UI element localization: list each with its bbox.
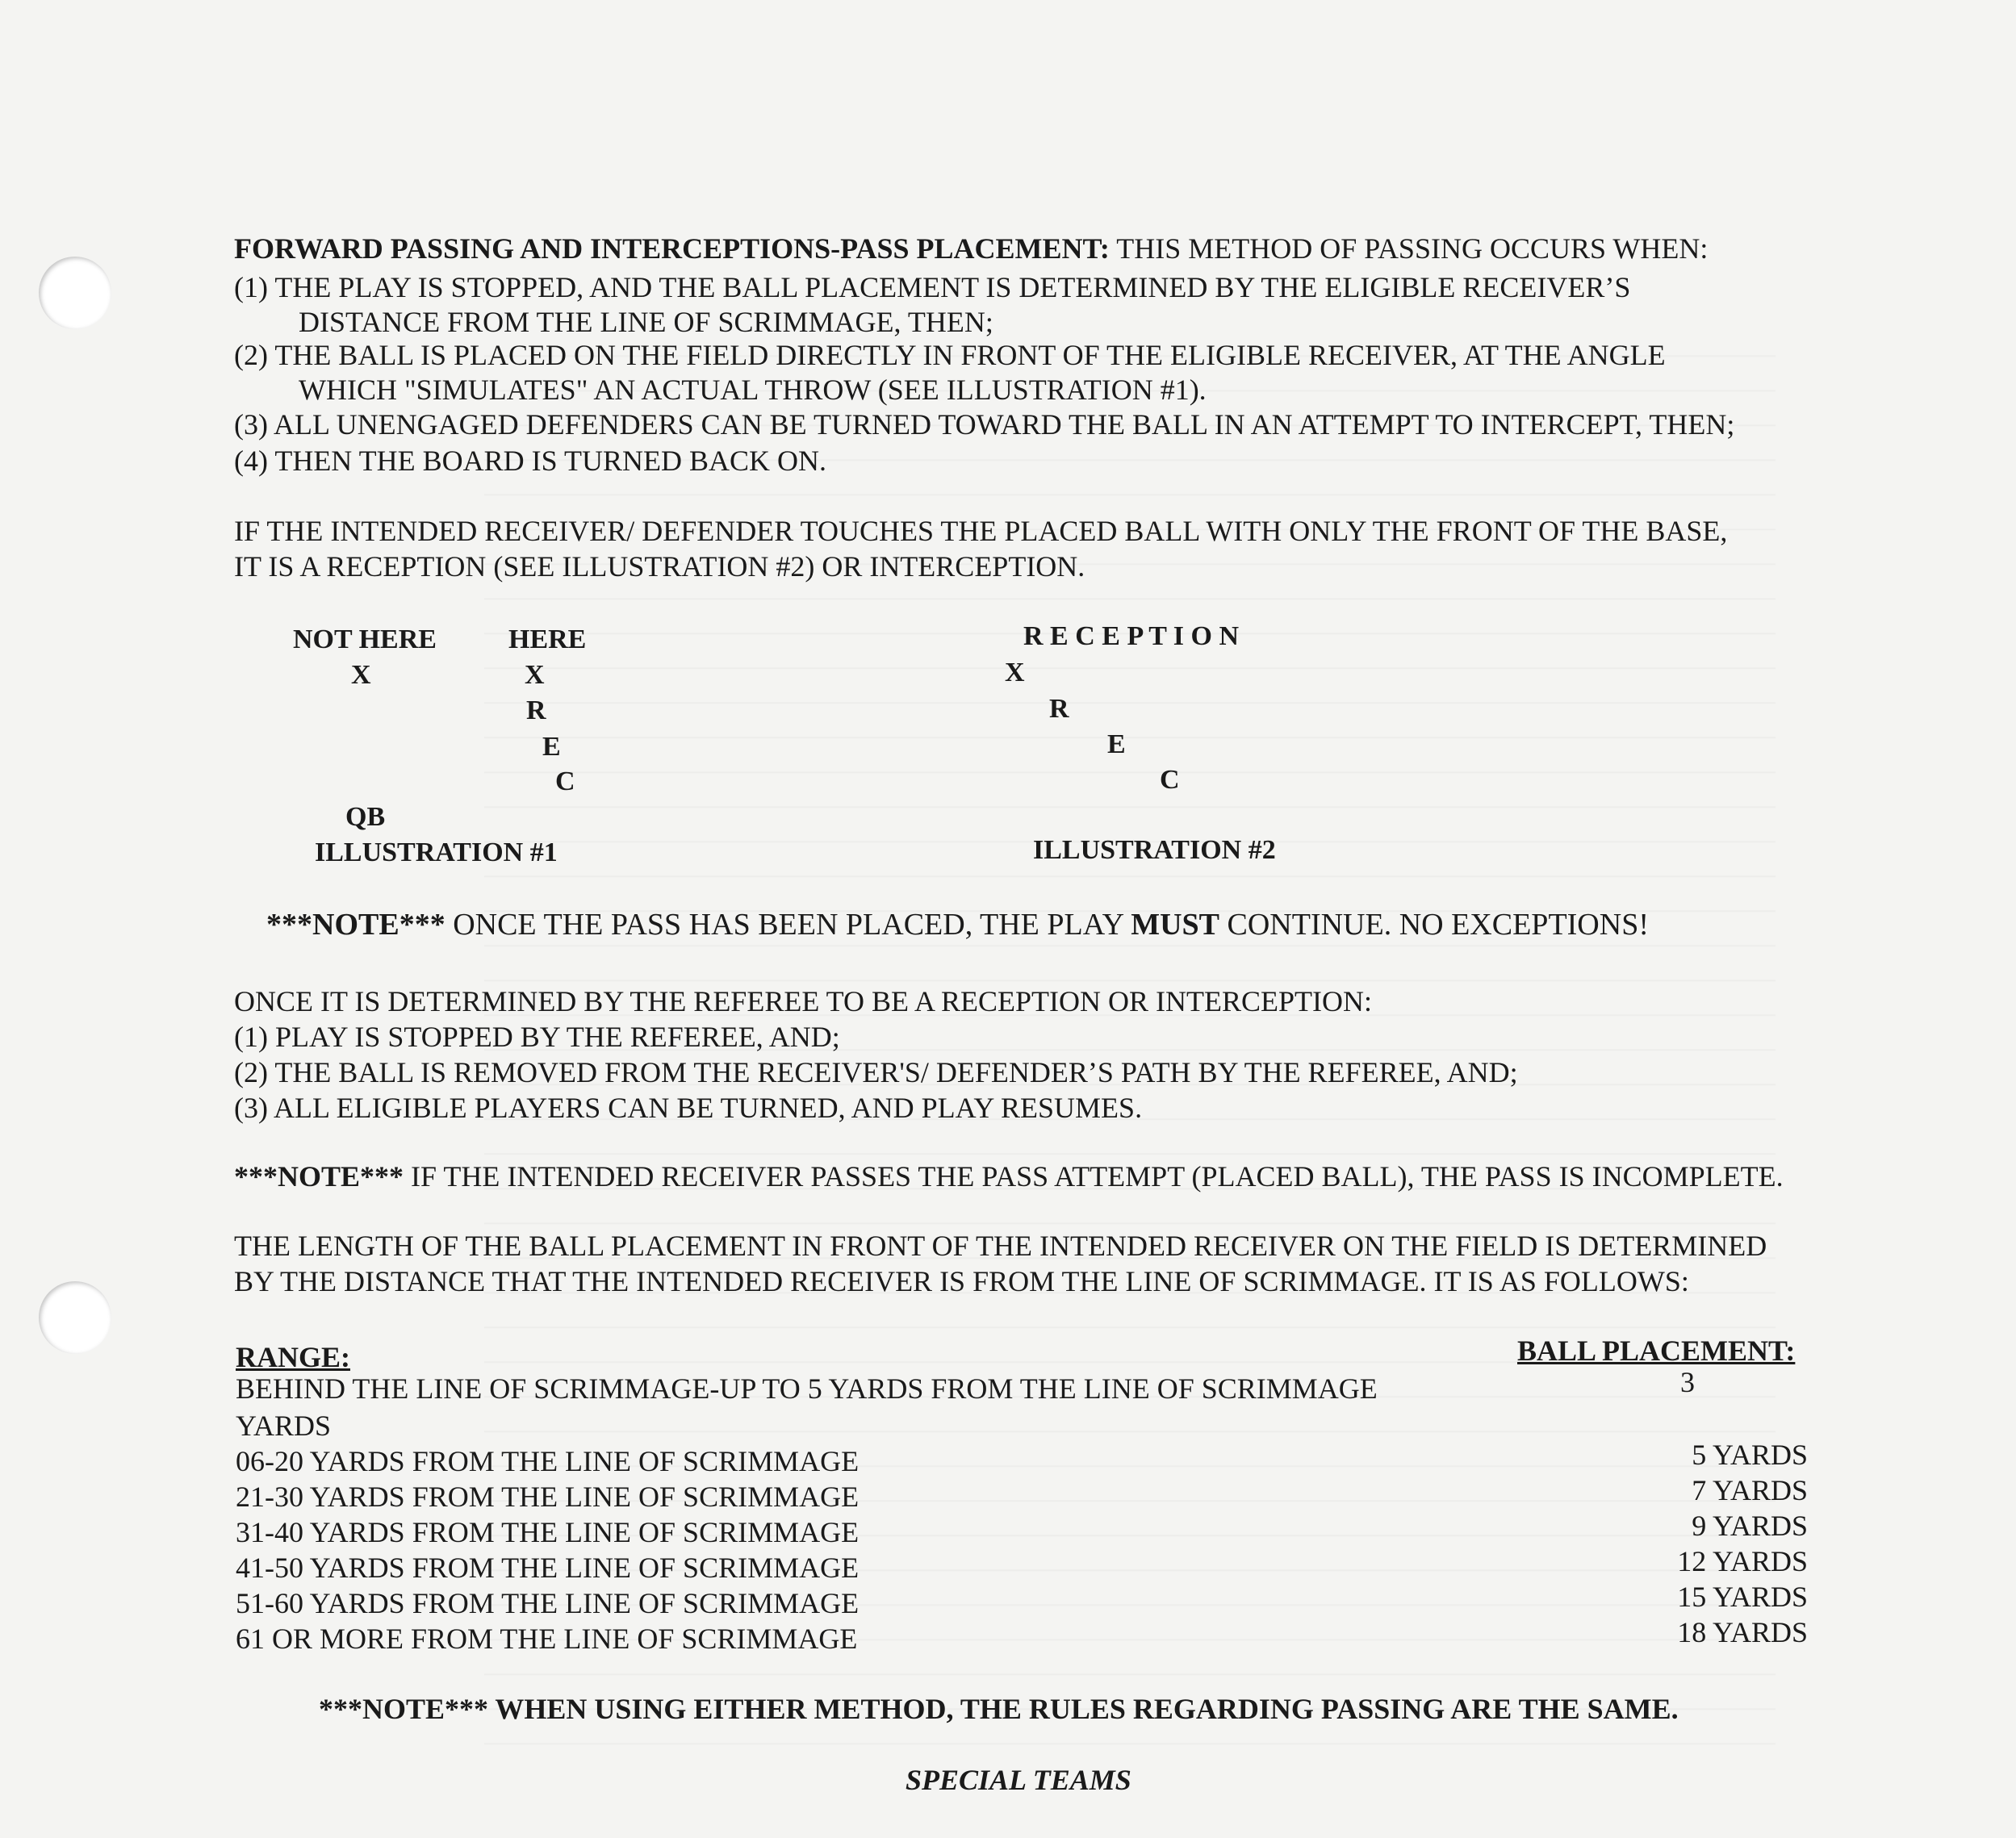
step-1b: DISTANCE FROM THE LINE OF SCRIMMAGE, THEN;	[299, 306, 993, 338]
once-line-3: (3) ALL ELIGIBLE PLAYERS CAN BE TURNED, AND PLAY RESUMES.	[234, 1092, 1143, 1124]
ill1-e: E	[542, 732, 561, 762]
table-row-6-value: 18 YARDS	[1677, 1616, 1808, 1648]
table-row-4-range: 41-50 YARDS FROM THE LINE OF SCRIMMAGE	[236, 1552, 860, 1584]
ill1-c: C	[555, 767, 575, 796]
step-2b: WHICH "SIMULATES" AN ACTUAL THROW (SEE ILLUSTRATION #1).	[299, 374, 1207, 406]
table-row-2-value: 7 YARDS	[1692, 1474, 1808, 1506]
note-1-text-a: ONCE THE PASS HAS BEEN PLACED, THE PLAY	[445, 908, 1131, 942]
table-row-5-value: 15 YARDS	[1677, 1581, 1808, 1613]
ill2-r: R	[1049, 694, 1069, 724]
ill1-r: R	[526, 696, 546, 725]
ill1-qb: QB	[345, 802, 386, 832]
ill1-x-not-here: X	[351, 660, 371, 690]
ball-placement-header: BALL PLACEMENT:	[1517, 1335, 1796, 1367]
step-2a: (2) THE BALL IS PLACED ON THE FIELD DIRECTLY IN FRONT OF THE ELIGIBLE RECEIVER, AT THE ANGLE	[234, 339, 1666, 371]
illustration-2-label: ILLUSTRATION #2	[1033, 835, 1276, 865]
table-row-0-range2: YARDS	[236, 1410, 332, 1442]
step-4: (4) THEN THE BOARD IS TURNED BACK ON.	[234, 445, 827, 477]
note-3: ***NOTE*** WHEN USING EITHER METHOD, THE RULES REGARDING PASSING ARE THE SAME.	[319, 1693, 1679, 1725]
once-line-1: (1) PLAY IS STOPPED BY THE REFEREE, AND;	[234, 1021, 840, 1053]
reception-label: R E C E P T I O N	[1023, 621, 1240, 651]
binder-hole-top	[39, 257, 111, 329]
length-rule-1: THE LENGTH OF THE BALL PLACEMENT IN FRONT OF THE INTENDED RECEIVER ON THE FIELD IS DETERMINED	[234, 1230, 1767, 1262]
illustration-1-label: ILLUSTRATION #1	[315, 838, 558, 867]
table-row-1-value: 5 YARDS	[1692, 1439, 1808, 1471]
table-row-5-range: 51-60 YARDS FROM THE LINE OF SCRIMMAGE	[236, 1587, 860, 1619]
table-row-3-value: 9 YARDS	[1692, 1510, 1808, 1542]
note-2-prefix: ***NOTE***	[234, 1160, 404, 1193]
table-row-0-range: BEHIND THE LINE OF SCRIMMAGE-UP TO 5 YARDS FROM THE LINE OF SCRIMMAGE	[236, 1372, 1378, 1405]
ill2-x: X	[1005, 658, 1025, 687]
reception-rule-2: IT IS A RECEPTION (SEE ILLUSTRATION #2) OR INTERCEPTION.	[234, 550, 1085, 583]
step-1a: (1) THE PLAY IS STOPPED, AND THE BALL PLACEMENT IS DETERMINED BY THE ELIGIBLE RECEIVER’S	[234, 271, 1631, 303]
ill2-c: C	[1160, 765, 1180, 795]
here-label: HERE	[508, 625, 587, 654]
binder-hole-bottom	[39, 1281, 111, 1354]
heading-line	[234, 231, 1708, 266]
heading-title: FORWARD PASSING AND INTERCEPTIONS-PASS PLACEMENT:	[234, 232, 1110, 265]
special-teams-title: SPECIAL TEAMS	[906, 1764, 1131, 1796]
once-line-0: ONCE IT IS DETERMINED BY THE REFEREE TO BE A RECEPTION OR INTERCEPTION:	[234, 985, 1373, 1017]
table-row-2-range: 21-30 YARDS FROM THE LINE OF SCRIMMAGE	[236, 1481, 860, 1513]
ill2-e: E	[1107, 729, 1126, 759]
note-2	[234, 1159, 1784, 1194]
not-here-label: NOT HERE	[293, 625, 437, 654]
note-2-text: IF THE INTENDED RECEIVER PASSES THE PASS ATTEMPT (PLACED BALL), THE PASS IS INCOMPLETE.	[404, 1160, 1784, 1193]
ill1-x-here: X	[525, 660, 545, 690]
range-header: RANGE:	[236, 1341, 350, 1373]
heading-intro: THIS METHOD OF PASSING OCCURS WHEN:	[1116, 232, 1709, 265]
note-1	[266, 907, 1649, 942]
table-row-4-value: 12 YARDS	[1677, 1545, 1808, 1577]
note-1-must: MUST	[1131, 908, 1220, 942]
once-line-2: (2) THE BALL IS REMOVED FROM THE RECEIVER'S/ DEFENDER’S PATH BY THE REFEREE, AND;	[234, 1056, 1518, 1088]
note-1-text-b: CONTINUE. NO EXCEPTIONS!	[1219, 908, 1649, 942]
step-3: (3) ALL UNENGAGED DEFENDERS CAN BE TURNED TOWARD THE BALL IN AN ATTEMPT TO INTERCEPT, THEN;	[234, 408, 1735, 441]
length-rule-2: BY THE DISTANCE THAT THE INTENDED RECEIVER IS FROM THE LINE OF SCRIMMAGE. IT IS AS FOLLOWS:	[234, 1265, 1689, 1297]
table-row-0-value: 3	[1680, 1366, 1695, 1398]
note-1-prefix: ***NOTE***	[266, 908, 445, 942]
table-row-1-range: 06-20 YARDS FROM THE LINE OF SCRIMMAGE	[236, 1445, 860, 1477]
table-row-6-range: 61 OR MORE FROM THE LINE OF SCRIMMAGE	[236, 1623, 858, 1655]
table-row-3-range: 31-40 YARDS FROM THE LINE OF SCRIMMAGE	[236, 1516, 860, 1548]
reception-rule-1: IF THE INTENDED RECEIVER/ DEFENDER TOUCHES THE PLACED BALL WITH ONLY THE FRONT OF THE BASE,	[234, 515, 1728, 547]
